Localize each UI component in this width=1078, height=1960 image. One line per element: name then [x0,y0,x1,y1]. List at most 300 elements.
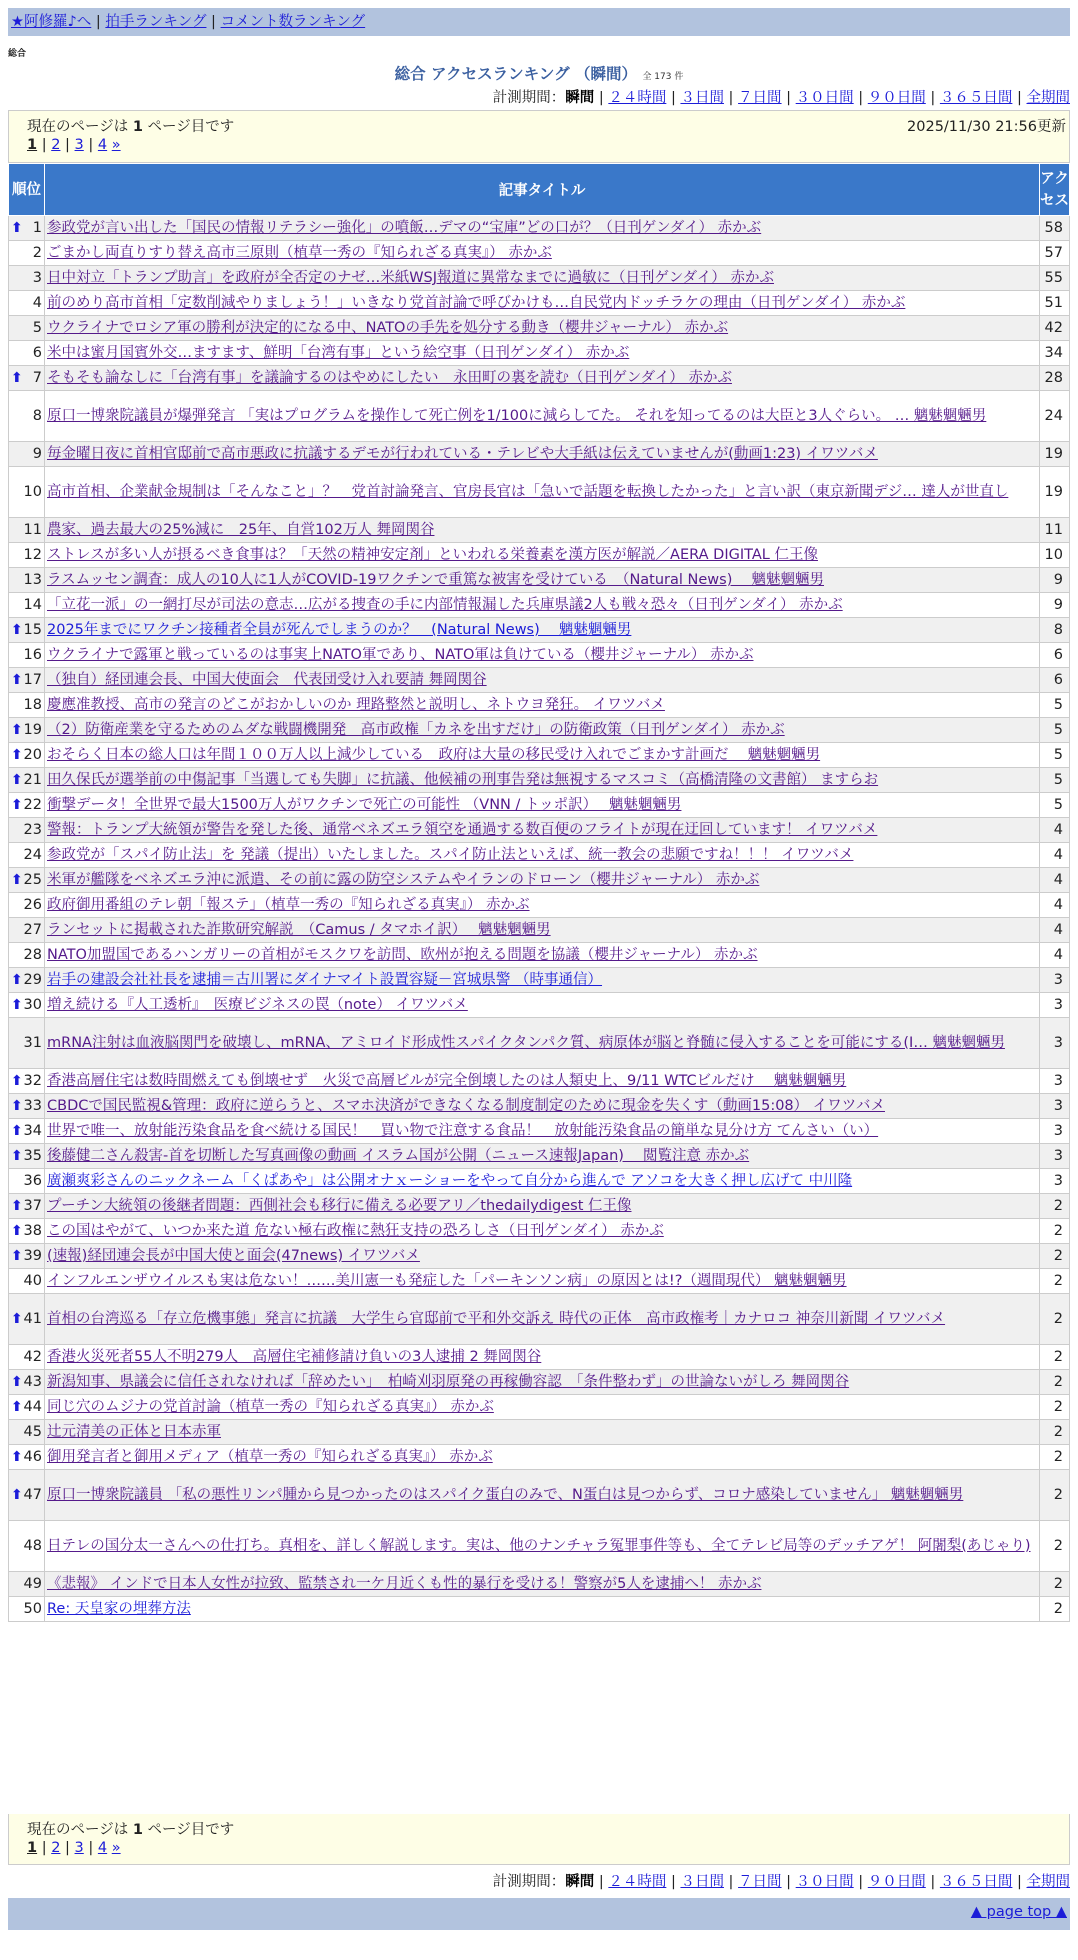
rank-cell [9,518,45,543]
title-cell [45,1269,1040,1294]
up-arrow-icon: ⬆ [11,1399,23,1415]
rank-number: 34 [23,1123,42,1139]
title-cell [45,893,1040,918]
access-count: 8 [1040,618,1070,643]
rank-number: 18 [23,697,42,713]
rank-cell [9,1572,45,1597]
article-link[interactable]: 政府御用番組のテレ朝「報ステ」（植草一秀の『知られざる真実』） 赤かぶ [47,897,530,913]
title-cell [45,1169,1040,1194]
ranking-row [9,893,1070,918]
period-label: 計測期間： [492,1874,566,1890]
article-link[interactable]: 香港高層住宅は数時間燃えても倒壊せず 火災で高層ビルが完全倒壊したのは人類史上、9/11 WTCビルだけ 魑魅魍魎男 [47,1073,847,1089]
ranking-row [9,1194,1070,1219]
rank-cell [9,693,45,718]
rank-number: 41 [23,1311,42,1327]
clap-ranking-link[interactable]: 拍手ランキング [105,14,207,30]
access-count: 4 [1040,893,1070,918]
rank-cell [9,1370,45,1395]
article-link[interactable]: 毎金曜日夜に首相官邸前で高市悪政に抗議するデモが行われている・テレビや大手紙は伝えていませんが(動画1:23) イワツバメ [47,446,878,462]
ranking-row [9,1597,1070,1622]
ranking-row [9,1345,1070,1370]
ranking-row [9,918,1070,943]
current-page-text: 現在のページは 1 ページ目です [27,119,235,135]
ranking-row [9,818,1070,843]
ranking-row [9,618,1070,643]
access-count: 5 [1040,718,1070,743]
access-count: 42 [1040,316,1070,341]
period-link[interactable]: ３６５日間 [939,1874,1013,1890]
rank-cell [9,643,45,668]
ranking-row [9,1269,1070,1294]
access-count: 19 [1040,442,1070,467]
ranking-row [9,643,1070,668]
title-cell [45,1069,1040,1094]
article-link[interactable]: インフルエンザウイルスも実は危ない！……美川憲一も発症した「パーキンソン病」の原因とは!?（週間現代） 魑魅魍魎男 [47,1273,847,1289]
rank-number: 16 [23,647,42,663]
rank-cell [9,1018,45,1069]
rank-cell [9,618,45,643]
article-link[interactable]: ランセットに掲載された詐欺研究解説 （Camus / タマホイ訳） 魑魅魍魎男 [47,922,551,938]
title-cell [45,467,1040,518]
page-link[interactable]: 4 [97,137,108,153]
rank-cell [9,1144,45,1169]
access-count: 5 [1040,693,1070,718]
rank-number: 11 [23,522,42,538]
access-count: 2 [1040,1370,1070,1395]
ranking-row [9,316,1070,341]
title-cell [45,643,1040,668]
access-count: 4 [1040,868,1070,893]
rank-cell [9,1169,45,1194]
page-link[interactable]: 2 [51,1840,61,1856]
rank-number: 30 [23,997,42,1013]
rank-cell [9,568,45,593]
rank-cell [9,341,45,366]
title-cell [45,316,1040,341]
article-link[interactable]: プーチン大統領の後継者問題：西側社会も移行に備える必要アリ／thedailydigest 仁王像 [47,1198,632,1214]
title-header: 記事タイトル [45,164,1040,216]
title-cell [45,241,1040,266]
access-count: 3 [1040,1018,1070,1069]
ranking-row [9,291,1070,316]
article-link[interactable]: （2）防衛産業を守るためのムダな戦闘機開発 高市政権「カネを出すだけ」の防衛政策（日刊ゲンダイ） 赤かぶ [47,722,785,738]
title-cell [45,943,1040,968]
title-cell [45,1294,1040,1345]
title-cell [45,1194,1040,1219]
article-link[interactable]: 後藤健二さん殺害-首を切断した写真画像の動画 イスラム国が公開（ニュース速報Japan) 閲覧注意 赤かぶ [47,1148,750,1164]
title-cell [45,1445,1040,1470]
article-link[interactable]: 《悲報》 インドで日本人女性が拉致、監禁され一ケ月近くも性的暴行を受ける！警察が5人を逮捕へ！ 赤かぶ [47,1576,762,1592]
comment-ranking-link[interactable]: コメント数ランキング [220,14,366,30]
article-link[interactable]: 衝撃データ！全世界で最大1500万人がワクチンで死亡の可能性 （VNN / トッポ訳） 魑魅魍魎男 [47,797,682,813]
article-link[interactable]: 原口一博衆院議員が爆弾発言 「実はプログラムを操作して死亡例を1/100に減らしてた。 それを知ってるのは大臣と3人ぐらい。 … 魑魅魍魎男 [47,408,987,424]
ranking-row [9,1294,1070,1345]
access-count: 4 [1040,843,1070,868]
page-link[interactable]: » [111,137,121,153]
period-link[interactable]: ７日間 [738,1874,782,1890]
rank-number: 48 [23,1538,42,1554]
rank-number: 32 [23,1073,42,1089]
rank-number: 50 [23,1601,42,1617]
rank-cell [9,467,45,518]
article-link[interactable]: 世界で唯一、放射能汚染食品を食べ続ける国民！ 買い物で注意する食品！ 放射能汚染食品の簡単な見分け方 てんさい（い） [47,1123,879,1139]
rank-cell [9,718,45,743]
title-cell [45,391,1040,442]
period-current: 瞬間 [565,90,595,106]
rank-number: 14 [23,597,42,613]
article-link[interactable]: 首相の台湾巡る「存立危機事態」発言に抗議 大学生ら官邸前で平和外交訴え 時代の正体 高市政権考｜カナロコ 神奈川新聞 イワツバメ [47,1311,946,1327]
article-link[interactable]: （独自）経団連会長、中国大使面会 代表団受け入れ要請 舞岡関谷 [47,672,487,688]
rank-number: 19 [23,722,42,738]
article-link[interactable]: 辻元清美の正体と日本赤軍 [47,1424,221,1440]
rank-cell [9,1445,45,1470]
article-link[interactable]: 前のめり高市首相「定数削減やりましょう！」いきなり党首討論で呼びかけも…自民党内ドッチラケの理由（日刊ゲンダイ） 赤かぶ [47,295,906,311]
article-link[interactable]: 岩手の建設会社社長を逮捕＝古川署にダイナマイト設置容疑－宮城県警 （時事通信） [47,972,603,988]
period-link[interactable]: ３６５日間 [939,90,1013,106]
ranking-row [9,568,1070,593]
article-link[interactable]: 高市首相、企業献金規制は「そんなこと」？ 党首討論発言、官房長官は「急いで話題を転換したかった」と言い訳（東京新聞デジ… 達人が世直し [47,484,1009,500]
page-link[interactable]: 3 [74,1840,84,1856]
rank-number: 13 [23,572,42,588]
title-cell [45,968,1040,993]
article-link[interactable]: 米軍が艦隊をベネズエラ沖に派遣、その前に露の防空システムやイランのドローン（櫻井ジャーナル） 赤かぶ [47,872,760,888]
current-page-number: 1 [27,1840,38,1856]
period-link[interactable]: ９０日間 [867,1874,926,1890]
rank-number: 12 [23,547,42,563]
rank-cell [9,543,45,568]
rank-number: 5 [32,320,42,336]
title-cell [45,1521,1040,1572]
article-link[interactable]: ストレスが多い人が摂るべき食事は？「天然の精神安定剤」といわれる栄養素を漢方医が解説／AERA DIGITAL 仁王像 [47,547,818,563]
ranking-row [9,391,1070,442]
title-cell [45,1345,1040,1370]
title-cell [45,618,1040,643]
up-arrow-icon: ⬆ [11,1374,23,1390]
article-link[interactable]: 警報：トランプ大統領が警告を発した後、通常ベネズエラ領空を通過する数百便のフライトが現在迂回しています！ イワツバメ [47,822,878,838]
up-arrow-icon: ⬆ [11,797,23,813]
ranking-table [8,163,1070,1622]
up-arrow-icon: ⬆ [11,872,23,888]
rank-number: 3 [32,270,42,286]
rank-cell [9,868,45,893]
rank-number: 25 [23,872,42,888]
rank-cell [9,1345,45,1370]
article-link[interactable]: ウクライナで露軍と戦っているのは事実上NATO軍であり、NATO軍は負けている（櫻井ジャーナル） 赤かぶ [47,647,754,663]
rank-number: 26 [23,897,42,913]
article-link[interactable]: 米中は蜜月国賓外交…ますます、鮮明「台湾有事」という絵空事（日刊ゲンダイ） 赤かぶ [47,345,630,361]
rank-cell [9,993,45,1018]
period-link[interactable]: 全期間 [1026,1874,1070,1890]
up-arrow-icon: ⬆ [11,1198,23,1214]
ranking-row [9,843,1070,868]
rank-number: 10 [23,484,42,500]
article-link[interactable]: 日テレの国分太一さんへの仕打ち。真相を、詳しく解説します。実は、他のナンチャラ冤罪事件等も、全てテレビ局等のデッチアゲ！ 阿闍梨(あじゃり) [47,1538,1031,1554]
access-count: 5 [1040,743,1070,768]
page-link[interactable]: 2 [51,137,61,153]
title-cell [45,568,1040,593]
rank-number: 42 [23,1349,42,1365]
rank-cell [9,266,45,291]
title-cell [45,793,1040,818]
article-link[interactable]: CBDCで国民監視&管理：政府に逆らうと、スマホ決済ができなくなる制度制定のために現金を失くす（動画15:08） イワツバメ [47,1098,885,1114]
rank-cell [9,943,45,968]
rank-number: 49 [23,1576,42,1592]
article-link[interactable]: 田久保氏が選挙前の中傷記事「当選しても失脚」に抗議、他候補の刑事告発は無視するマスコミ（高橋清隆の文書館） ますらお [47,772,879,788]
article-link[interactable]: (速報)経団連会長が中国大使と面会(47news) イワツバメ [47,1248,420,1264]
title-cell [45,868,1040,893]
article-link[interactable]: NATO加盟国であるハンガリーの首相がモスクワを訪問、欧州が抱える問題を協議（櫻井ジャーナル） 赤かぶ [47,947,758,963]
article-link[interactable]: この国はやがて、いつか来た道 危ない極右政権に熱狂支持の恐ろしさ（日刊ゲンダイ） 赤かぶ [47,1223,664,1239]
article-link[interactable]: 廣瀬爽彩さんのニックネーム「くぱあや」は公開オナｘーショーをやって自分から進んで アソコを大きく押し広げて 中川隆 [47,1173,853,1189]
rank-cell [9,291,45,316]
title-cell [45,266,1040,291]
bottom-bar [8,1898,1070,1930]
rank-number: 1 [32,220,42,236]
rank-number: 37 [23,1198,42,1214]
ranking-row [9,341,1070,366]
period-link[interactable]: ７日間 [738,90,782,106]
access-count: 2 [1040,1420,1070,1445]
rank-number: 6 [32,345,42,361]
title-cell [45,442,1040,467]
rank-cell [9,442,45,467]
ranking-row [9,693,1070,718]
page-link[interactable]: 4 [97,1840,108,1856]
pagination-top [8,110,1070,163]
access-count: 2 [1040,1470,1070,1521]
rank-number: 15 [23,622,42,638]
ranking-row [9,518,1070,543]
rank-number: 40 [23,1273,42,1289]
rank-number: 36 [23,1173,42,1189]
article-link[interactable]: 増え続ける『人工透析』 医療ビジネスの罠（note） イワツバメ [47,997,468,1013]
rank-cell [9,593,45,618]
updated-timestamp: 2025/11/30 21:56更新 [907,119,1066,135]
article-link[interactable]: 慶應准教授、高市の発言のどこがおかしいのか 理路整然と説明し、ネトウヨ発狂。 イワツバメ [47,697,665,713]
access-count: 55 [1040,266,1070,291]
ranking-row [9,768,1070,793]
ranking-row [9,1069,1070,1094]
rank-number: 46 [23,1449,42,1465]
period-label: 計測期間： [492,90,566,106]
title-cell [45,1597,1040,1622]
up-arrow-icon: ⬆ [11,1449,23,1465]
home-link[interactable]: ★阿修羅♪へ [11,14,92,30]
ranking-row [9,868,1070,893]
access-count: 34 [1040,341,1070,366]
title-cell [45,1572,1040,1597]
access-count: 2 [1040,1345,1070,1370]
title-cell [45,291,1040,316]
ranking-row [9,1119,1070,1144]
ranking-row [9,1395,1070,1420]
article-link[interactable]: mRNA注射は血液脳関門を破壊し、mRNA、アミロイド形成性スパイクタンパク質、病原体が脳と脊髄に侵入することを可能にする(I… 魑魅魍魎男 [47,1035,1005,1051]
ranking-row [9,1169,1070,1194]
ranking-row [9,1470,1070,1521]
rank-number: 29 [23,972,42,988]
title-cell [45,668,1040,693]
period-link[interactable]: ３日間 [680,90,724,106]
period-link[interactable]: ２４時間 [608,1874,667,1890]
access-count: 9 [1040,568,1070,593]
title-cell [45,1144,1040,1169]
access-count: 4 [1040,818,1070,843]
top-nav-bar: ★阿修羅♪へ | 拍手ランキング | コメント数ランキング [8,8,1070,36]
rank-number: 44 [23,1399,42,1415]
title-cell [45,216,1040,241]
title-cell [45,918,1040,943]
title-cell [45,818,1040,843]
access-count: 2 [1040,1269,1070,1294]
article-link[interactable]: 香港火災死者55人不明279人 高層住宅補修請け負いの3人逮捕 2 舞岡関谷 [47,1349,542,1365]
period-current: 瞬間 [565,1874,595,1890]
access-count: 2 [1040,1294,1070,1345]
rank-cell [9,1521,45,1572]
period-selector-bottom: 計測期間：瞬間 | ２４時間 | ３日間 | ７日間 | ３０日間 | ９０日間 | ３６５日間 | 全期間 [492,1874,1070,1890]
page-title: 総合 アクセスランキング （瞬間） [394,65,638,83]
access-count: 57 [1040,241,1070,266]
rank-cell [9,1294,45,1345]
article-link[interactable]: 「立花一派」の一網打尽が司法の意志…広がる捜査の手に内部情報漏した兵庫県議2人も戦々恐々（日刊ゲンダイ） 赤かぶ [47,597,843,613]
article-link[interactable]: ウクライナでロシア軍の勝利が決定的になる中、NATOの手先を処分する動き（櫻井ジャーナル） 赤かぶ [47,320,729,336]
period-link[interactable]: 全期間 [1026,90,1070,106]
rank-cell [9,843,45,868]
rank-cell [9,1119,45,1144]
rank-number: 35 [23,1148,42,1164]
ranking-row [9,1370,1070,1395]
section-label: 総合 [8,49,27,59]
title-cell [45,1470,1040,1521]
title-cell [45,843,1040,868]
title-cell [45,743,1040,768]
rank-cell [9,793,45,818]
ranking-row [9,993,1070,1018]
access-count: 2 [1040,1572,1070,1597]
article-link[interactable]: 原口一博衆院議員 「私の悪性リンパ腫から見つかったのはスパイク蛋白のみで、N蛋白は見つからず、コロナ感染していません」 魑魅魍魎男 [47,1487,964,1503]
title-cell [45,366,1040,391]
up-arrow-icon: ⬆ [11,220,23,236]
article-link[interactable]: 新潟知事、県議会に信任されなければ「辞めたい」 柏崎刈羽原発の再稼働容認 「条件整わず」の世論ないがしろ 舞岡関谷 [47,1374,850,1390]
ranking-row [9,366,1070,391]
ranking-row [9,1445,1070,1470]
access-count: 58 [1040,216,1070,241]
ranking-row [9,1018,1070,1069]
access-count: 2 [1040,1521,1070,1572]
up-arrow-icon: ⬆ [11,747,23,763]
period-link[interactable]: ３日間 [680,1874,724,1890]
article-link[interactable]: 参政党が言い出した「国民の情報リテラシー強化」の噴飯…デマの“宝庫”どの口が？（日刊ゲンダイ） 赤かぶ [47,220,762,236]
title-cell [45,718,1040,743]
access-count: 2 [1040,1445,1070,1470]
rank-cell [9,1470,45,1521]
page-top-link[interactable]: ▲ page top ▲ [970,1904,1067,1920]
page-link[interactable]: 3 [74,137,84,153]
period-link[interactable]: ３０日間 [795,90,854,106]
title-cell [45,768,1040,793]
access-count: 28 [1040,366,1070,391]
access-count: 11 [1040,518,1070,543]
article-link[interactable]: 同じ穴のムジナの党首討論（植草一秀の『知られざる真実』） 赤かぶ [47,1399,494,1415]
up-arrow-icon: ⬆ [11,622,23,638]
title-cell [45,1219,1040,1244]
ranking-row [9,241,1070,266]
period-link[interactable]: ９０日間 [867,90,926,106]
current-page-number: 1 [27,137,38,153]
title-cell [45,1370,1040,1395]
rank-number: 39 [23,1248,42,1264]
rank-number: 22 [23,797,42,813]
article-link[interactable]: 2025年までにワクチン接種者全員が死んでしまうのか？ (Natural News) 魑魅魍魎男 [47,622,632,638]
article-link[interactable]: 御用発言者と御用メディア（植草一秀の『知られざる真実』） 赤かぶ [47,1449,493,1465]
ranking-row [9,1244,1070,1269]
rank-cell [9,743,45,768]
article-link[interactable]: ごまかし両直りすり替え高市三原則（植草一秀の『知られざる真実』） 赤かぶ [47,245,552,261]
rank-cell [9,1269,45,1294]
rank-number: 24 [23,847,42,863]
article-link[interactable]: 日中対立「トランプ助言」を政府が全否定のナゼ…米紙WSJ報道に異常なまでに過敏に（日刊ゲンダイ） 赤かぶ [47,270,774,286]
access-header: アクセス [1040,164,1070,216]
rank-cell [9,1069,45,1094]
rank-number: 31 [23,1035,42,1051]
current-page-text-bottom: 現在のページは 1 ページ目です [27,1822,235,1838]
rank-cell [9,316,45,341]
ranking-row [9,1420,1070,1445]
rank-cell [9,1219,45,1244]
period-link[interactable]: ２４時間 [608,90,667,106]
ranking-row [9,1572,1070,1597]
rank-number: 33 [23,1098,42,1114]
up-arrow-icon: ⬆ [11,1223,23,1239]
rank-cell [9,241,45,266]
rank-number: 21 [23,772,42,788]
rank-number: 43 [23,1374,42,1390]
access-count: 6 [1040,643,1070,668]
up-arrow-icon: ⬆ [11,997,23,1013]
rank-number: 7 [32,370,42,386]
rank-number: 9 [32,446,42,462]
article-link[interactable]: そもそも論なしに「台湾有事」を議論するのはやめにしたい 永田町の裏を読む（日刊ゲンダイ） 赤かぶ [47,370,732,386]
access-count: 3 [1040,1144,1070,1169]
ranking-row [9,743,1070,768]
rank-number: 2 [32,245,42,261]
rank-number: 8 [32,408,42,424]
rank-cell [9,768,45,793]
ranking-row [9,793,1070,818]
ranking-row [9,943,1070,968]
access-count: 4 [1040,918,1070,943]
access-count: 5 [1040,768,1070,793]
article-link[interactable]: 農家、過去最大の25%減に 25年、自営102万人 舞岡関谷 [47,522,435,538]
title-cell [45,543,1040,568]
up-arrow-icon: ⬆ [11,1123,23,1139]
article-link[interactable]: ラスムッセン調査：成人の10人に1人がCOVID-19ワクチンで重篤な被害を受けている （Natural News) 魑魅魍魎男 [47,572,824,588]
up-arrow-icon: ⬆ [11,1073,23,1089]
rank-cell [9,1194,45,1219]
rank-cell [9,668,45,693]
rank-cell [9,1395,45,1420]
article-link[interactable]: Re: 天皇家の埋葬方法 [47,1601,191,1617]
rank-number: 27 [23,922,42,938]
ranking-row [9,968,1070,993]
access-count: 3 [1040,1069,1070,1094]
article-link[interactable]: 参政党が「スパイ防止法」を 発議（提出）いたしました。スパイ防止法といえば、統一教会の悲願ですね！！！ イワツバメ [47,847,854,863]
ranking-row [9,1144,1070,1169]
rank-cell [9,968,45,993]
article-link[interactable]: おそらく日本の総人口は年間１００万人以上減少している 政府は大量の移民受け入れでごまかす計画だ 魑魅魍魎男 [47,747,821,763]
page-link[interactable]: » [111,1840,121,1856]
up-arrow-icon: ⬆ [11,1248,23,1264]
period-link[interactable]: ３０日間 [795,1874,854,1890]
